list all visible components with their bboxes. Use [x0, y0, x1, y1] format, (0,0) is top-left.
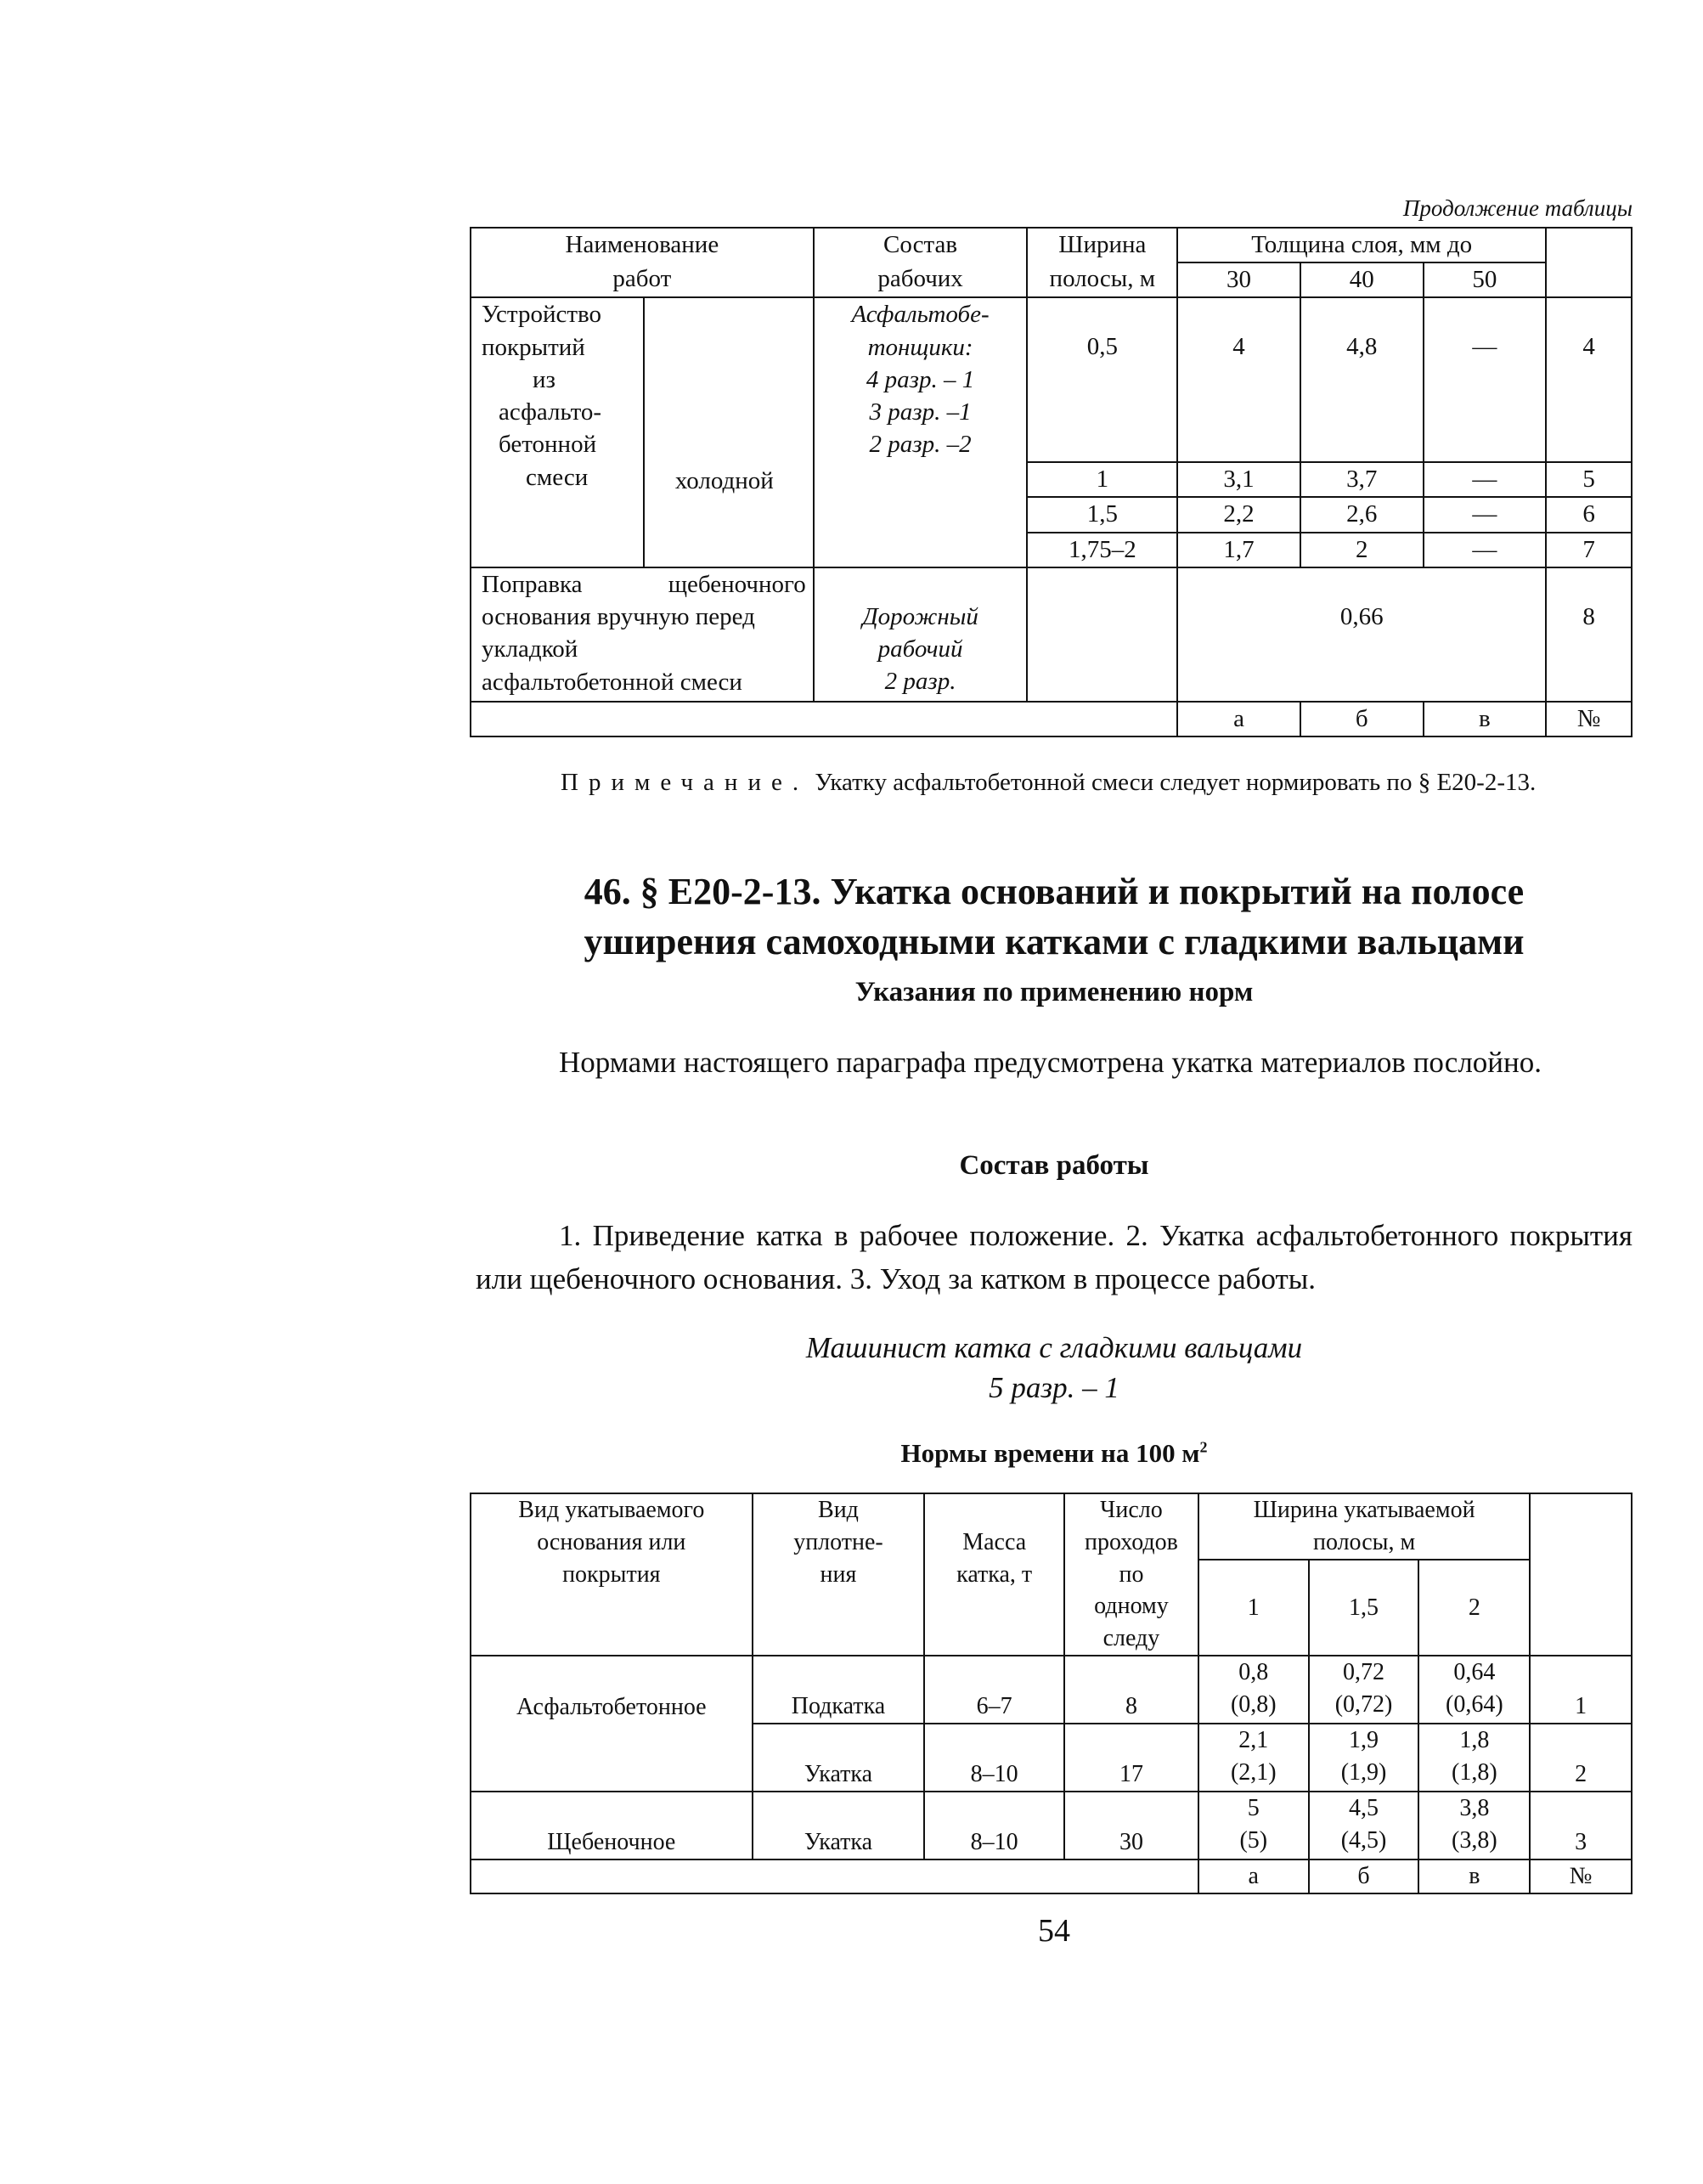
- header-width-1-5: 1,5: [1309, 1560, 1419, 1656]
- table-continuation-label: Продолжение таблицы: [1402, 195, 1633, 221]
- header-thickness: Толщина слоя, мм до: [1177, 228, 1546, 262]
- header-width-2: 2: [1418, 1560, 1530, 1656]
- worker-crew: Машинист катка с гладкими вальцами 5 разр. – 1: [805, 1331, 1303, 1405]
- footer-col-b: б: [1300, 702, 1424, 736]
- note-text: Укатку асфальтобетонной смеси следует нормировать по § Е20-2-13.: [809, 769, 1537, 796]
- cell-row-number: 4: [1546, 297, 1632, 462]
- header-rolled-width: Ширина укатываемой полосы, м: [1198, 1493, 1530, 1560]
- cell-width-2: 1,8 (1,8): [1418, 1724, 1530, 1792]
- cell-thickness-30: 3,1: [1177, 462, 1300, 497]
- cell-thickness-30: 2,2: [1177, 497, 1300, 532]
- cell-base-type: [471, 1724, 753, 1792]
- cell-width: 0,5: [1027, 297, 1177, 462]
- header-number-col: [1530, 1493, 1632, 1656]
- table-note: [484, 765, 1633, 800]
- cell-crew-asphalt: Асфальтобе- тонщики: 4 разр. – 1 3 разр. –1 2 разр. –2: [814, 297, 1028, 567]
- cell-width-1: 2,1 (2,1): [1198, 1724, 1309, 1792]
- header-passes: Число проходов по одному следу: [1064, 1493, 1198, 1656]
- work-composition-text: 1. Приведение катка в рабочее положение. 2. Укатка асфальтобетонного покрытия или щебеночного основания. 3. Уход за катком в процессе работы.: [476, 1219, 1633, 1295]
- cell-thickness-50: —: [1424, 297, 1547, 462]
- header-width: Ширина: [1027, 228, 1177, 262]
- cell-width-1-5: 0,72 (0,72): [1309, 1656, 1419, 1724]
- cell-width-2: 0,64 (0,64): [1418, 1656, 1530, 1724]
- cell-row-number: 6: [1546, 497, 1632, 532]
- cell-compaction: Укатка: [753, 1724, 925, 1792]
- section-title: 46. § Е20-2-13. Укатка оснований и покрытий на полосе уширения самоходными катками с гладкими вальцами: [584, 871, 1525, 963]
- footer-col-number: №: [1530, 1860, 1632, 1893]
- cell-row-number: 5: [1546, 462, 1632, 497]
- cell-width: 1: [1027, 462, 1177, 497]
- cell-thickness-40: 2: [1300, 533, 1424, 567]
- footer-col-a: а: [1177, 702, 1300, 736]
- cell-thickness-50: —: [1424, 533, 1547, 567]
- cell-row-number: 2: [1530, 1724, 1632, 1792]
- footer-col-a: а: [1198, 1860, 1309, 1893]
- header-thickness-50: 50: [1424, 262, 1547, 297]
- cell-width-empty: [1027, 567, 1177, 702]
- cell-passes: 8: [1064, 1656, 1198, 1724]
- cell-thickness-40: 2,6: [1300, 497, 1424, 532]
- time-norms-table: [470, 1493, 1633, 1894]
- cell-base-type: Асфальтобетонное: [471, 1656, 753, 1724]
- cell-thickness-40: 3,7: [1300, 462, 1424, 497]
- cell-thickness-50: —: [1424, 462, 1547, 497]
- footer-col-number: №: [1546, 702, 1632, 736]
- cell-row-number: 1: [1530, 1656, 1632, 1724]
- cell-compaction: Укатка: [753, 1792, 925, 1860]
- labor-norms-table-continued: [470, 227, 1633, 737]
- header-base-type: Вид укатываемого основания или покрытия: [471, 1493, 753, 1656]
- cell-thickness-30: 4: [1177, 297, 1300, 462]
- cell-width-1-5: 1,9 (1,9): [1309, 1724, 1419, 1792]
- cell-width-1-5: 4,5 (4,5): [1309, 1792, 1419, 1860]
- header-compaction-type: Вид уплотне- ния: [753, 1493, 925, 1656]
- footer-empty: [471, 1860, 1198, 1893]
- header-work-name: Наименование: [471, 228, 814, 262]
- guidance-heading: Указания по применению норм: [854, 977, 1254, 1007]
- cell-compaction: Подкатка: [753, 1656, 925, 1724]
- cell-norm-value: 0,66: [1177, 567, 1546, 702]
- cell-thickness-40: 4,8: [1300, 297, 1424, 462]
- cell-thickness-30: 1,7: [1177, 533, 1300, 567]
- header-crew-2: рабочих: [814, 262, 1028, 297]
- header-width-1: 1: [1198, 1560, 1309, 1656]
- cell-thickness-50: —: [1424, 497, 1547, 532]
- guidance-text: Нормами настоящего параграфа предусмотрена укатка материалов послойно.: [559, 1046, 1542, 1079]
- header-thickness-40: 40: [1300, 262, 1424, 297]
- cell-width-2: 3,8 (3,8): [1418, 1792, 1530, 1860]
- cell-crew-road-worker: Дорожный рабочий 2 разр.: [814, 567, 1028, 702]
- header-thickness-30: 30: [1177, 262, 1300, 297]
- header-crew: Состав: [814, 228, 1028, 262]
- cell-mass: 8–10: [924, 1792, 1064, 1860]
- cell-width: 1,5: [1027, 497, 1177, 532]
- cell-work-gravel-correction: Поправка щебеночного основания вручную перед укладкой асфальтобетонной смеси: [471, 567, 814, 702]
- norms-caption: Нормы времени на 100 $м^2$: [900, 1438, 1208, 1468]
- footer-empty: [471, 702, 1177, 736]
- work-composition-heading: Состав работы: [959, 1150, 1149, 1181]
- header-number-col: [1546, 228, 1632, 297]
- header-roller-mass: Масса катка, т: [924, 1493, 1064, 1656]
- cell-row-number: 8: [1546, 567, 1632, 702]
- cell-base-type: Щебеночное: [471, 1792, 753, 1860]
- header-width-2: полосы, м: [1027, 262, 1177, 297]
- cell-mass: 8–10: [924, 1724, 1064, 1792]
- page-number: 54: [1038, 1913, 1070, 1949]
- footer-col-v: в: [1418, 1860, 1530, 1893]
- footer-col-v: в: [1424, 702, 1547, 736]
- footer-col-b: б: [1309, 1860, 1419, 1893]
- cell-mix-type: холодной: [644, 297, 814, 567]
- cell-width: 1,75–2: [1027, 533, 1177, 567]
- cell-width-1: 5 (5): [1198, 1792, 1309, 1860]
- cell-width-1: 0,8 (0,8): [1198, 1656, 1309, 1724]
- cell-work-asphalt: Устройство покрытий из асфальто- бетонной смеси: [471, 297, 644, 567]
- note-label: Примечание.: [561, 769, 809, 796]
- cell-mass: 6–7: [924, 1656, 1064, 1724]
- header-work-name-2: работ: [471, 262, 814, 297]
- cell-passes: 17: [1064, 1724, 1198, 1792]
- cell-passes: 30: [1064, 1792, 1198, 1860]
- cell-row-number: 7: [1546, 533, 1632, 567]
- cell-row-number: 3: [1530, 1792, 1632, 1860]
